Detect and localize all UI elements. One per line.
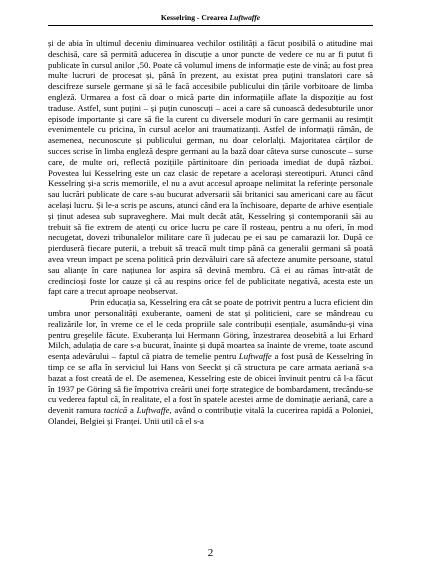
running-header [0, 13, 421, 23]
paragraph-2-part-c: a fost pusă de Kesselring în timp ce se afla în serviciul lui Hans von Seeckt și că structura pe care armata aeriană s-a bazat a fost creată de el. De asemenea, Kesselring este de obicei învinuit pentru că l-a făcut în 1937 pe Göring să fie împotriva creării unei forțe strategice de bombardament, trecându-se cu vederea faptul că, în realitate, el a fost în spatele acestei arme de dominație aeriană, care a devenit ramura [48, 351, 373, 416]
paragraph-2-part-a: Prin educația sa, Kesselring era cât se poate de potrivit pentru a lucra eficient din umbra unor personalități exuberante, oameni de stat și politicieni, care se mândreau cu realizările lor, în vreme ce el le ceda propriile sale contribuții esențiale, asumându-și vina pentru greșelile făcute. Exuberanța lui Hermann Göring, înzestrarea deosebită a lui Erhard Milch, adulația de care s-a bucurat, înainte și după moartea sa înainte de vreme, toate ascund esența adevărului – faptul că piatra de temelie pentru [48, 297, 373, 362]
paragraph-2-part-e: a [127, 405, 137, 416]
paragraph-2-italic-tactica: tactică [103, 405, 128, 416]
page-number: 2 [207, 547, 214, 559]
body-text [48, 38, 373, 427]
running-header-italic: Luftwaffe [229, 13, 261, 22]
paragraph-2 [48, 297, 373, 427]
paragraph-2-part-g: , având o contribuție vitală la cucerirea rapidă a Poloniei, Olandei, Belgiei și Franței. Unii util că el s-a [48, 405, 374, 426]
running-header-title: Kesselring - Crearea [160, 13, 230, 22]
paragraph-2-italic-luftwaffe-2: Luftwaffe [136, 405, 170, 416]
paragraph-1: și de abia în ultimul deceniu diminuarea vechilor ostilități a făcut posibilă o atitudine mai deschisă, care să permită aducerea în discuție a unor puncte de vedere ce nu ar fi putut fi publicate în cursul anilor ‚50. Poate că volumul imens de informație este de vină; au fost prea multe lucruri de procesat și, până în prezent, au existat prea puțini translatori care să descifreze sursele germane și să le facă accesibile publicului din țările vorbitoare de limba engleză. Urmarea a fost că doar o mică parte din informațiile aflate la dispoziție au fost traduse. Astfel, sunt puțini – și puțin cunoscuți – acei a care să cunoască dedesubturile unor episode importante și care să fie la curent cu diversele moduri în care germanii au resimțit evenimentele cu pricina, în cursul acelor ani traumatizanți. Astfel de informații rămân, de asemenea, necunoscute și publicului german, nu doar celorlalți. Majoritatea cărților de succes scrise în limba engleză despre germani au la bază doar câteva surse cunoscute – surse care, de multe ori, reflectă pozițiile părtinitoare din perioada imediat de după război. Povestea lui Kesselring este un caz clasic de repetare a acelorași stereotipuri. Atunci când Kesselring și-a scris memoriile, el nu a avut accesul aproape nelimitat la referințe personale sau lucrări publicate de care s-au bucurat adversarii săi britanici sau americani care au făcut același lucru. Și le-a scris pe ascuns, atunci când era la închisoare, departe de arhive esențiale și ținut adesea sub supraveghere. Mai mult decât atât, Kesselring și contemporanii săi au trebuit să fie extrem de atenți cu orice lucru pe care îl rosteau, pentru a nu oferi, în mod necugetat, dovezi tribunalelor militare care îi judecau pe ei sau pe camarazii lor. După ce pierduseră fiecare puterii, a trebuit să treacă mult timp până ca generalii germani să poată avea vreun impact pe scena politică prin dezvăluiri care să afecteze anumite persoane, statul sau alianțe în care națiunea lor aspira să devină membru. Că ei au rămas într-atât de credincioși foste lor cauze și că au respins orice fel de publicitate negativă, acesta este un fapt care a trecut aproape neobservat. [48, 38, 373, 297]
paragraph-2-italic-luftwaffe-1: Luftwaffe [238, 351, 272, 362]
header-rule [48, 25, 373, 26]
